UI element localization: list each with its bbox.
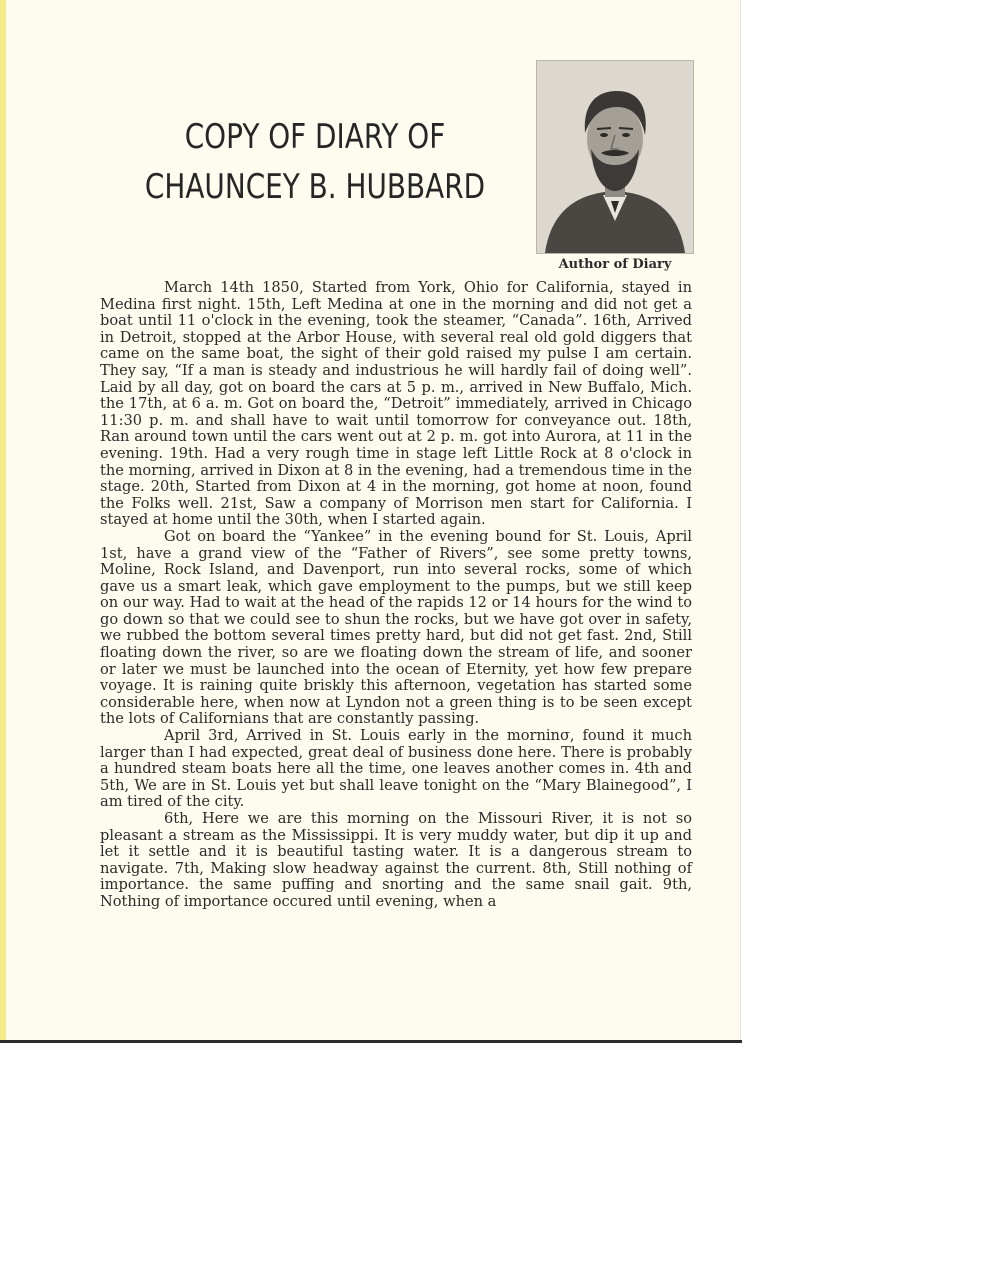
title-line-2: CHAUNCEY B. HUBBARD [144, 167, 486, 207]
paragraph-4: 6th, Here we are this morning on the Missouri River, it is not so pleasant a stream as the Mississippi. It is very muddy water, but dip it up and let it settle and it is beautiful tasting water. It is a dangerous stream to navigate. 7th, Making slow headway against the current. 8th, Still nothing of importance. the same puffing and snorting and the same snail gait. 9th, Nothing of importance occured until evening, when a [100, 810, 692, 910]
diary-text [100, 280, 692, 911]
photo-caption: Author of Diary [558, 257, 672, 272]
paragraph-2: Got on board the “Yankee” in the evening bound for St. Louis, April 1st, have a grand view of the “Father of Rivers”, see some pretty towns, Moline, Rock Island, and Davenport, run into several rocks, some of which gave us a smart leak, which gave employment to the pumps, but we still keep on our way. Had to wait at the head of the rapids 12 or 14 hours for the wind to go down so that we could see to shun the rocks, but we have got over in safety, we rubbed the bottom several times pretty hard, but did not get fast. 2nd, Still floating down the river, so are we floating down the stream of life, and sooner or later we must be launched into the ocean of Eternity, yet how few prepare voyage. It is raining quite briskly this afternoon, vegetation has started some considerable here, when now at Lyndon not a green thing is to be seen except the lots of Californians that are constantly passing. [100, 527, 692, 728]
author-portrait [536, 60, 694, 254]
portrait-illustration [537, 61, 693, 253]
document-title [139, 112, 492, 212]
title-line-1: COPY OF DIARY OF [184, 117, 446, 157]
paragraph-1: March 14th 1850, Started from York, Ohio for California, stayed in Medina first night. 15th, Left Medina at one in the morning and did not get a boat until 11 o'clock in the evening, took the steamer, “Canada”. 16th, Arrived in Detroit, stopped at the Arbor House, with several real old gold diggers that came on the same boat, the sight of their gold raised my pulse I am certain. They say, “If a man is steady and industrious he will hardly fail of doing well”. Laid by all day, got on board the cars at 5 p. m., arrived in New Buffalo, Mich. the 17th, at 6 a. m. Got on board the, “Detroit” immediately, arrived in Chicago 11:30 p. m. and shall have to wait until tomorrow for conveyance out. 18th, Ran around town until the cars went out at 2 p. m. got into Aurora, at 11 in the evening. 19th. Had a very rough time in stage left Little Rock at 8 o'clock in the morning, arrived in Dixon at 8 in the evening, had a tremendous time in the stage. 20th, Started from Dixon at 4 in the morning, got home at noon, found the Folks well. 21st, Saw a company of Morrison men start for California. I stayed at home until the 30th, when I started again. [100, 279, 692, 529]
page-bottom-edge [0, 1040, 742, 1043]
paragraph-3: April 3rd, Arrived in St. Louis early in the morninσ, found it much larger than I had expected, great deal of business done here. There is probably a hundred steam boats here all the time, one leaves another comes in. 4th and 5th, We are in St. Louis yet but shall leave tonight on the “Mary Blainegood”, I am tired of the city. [100, 727, 692, 811]
